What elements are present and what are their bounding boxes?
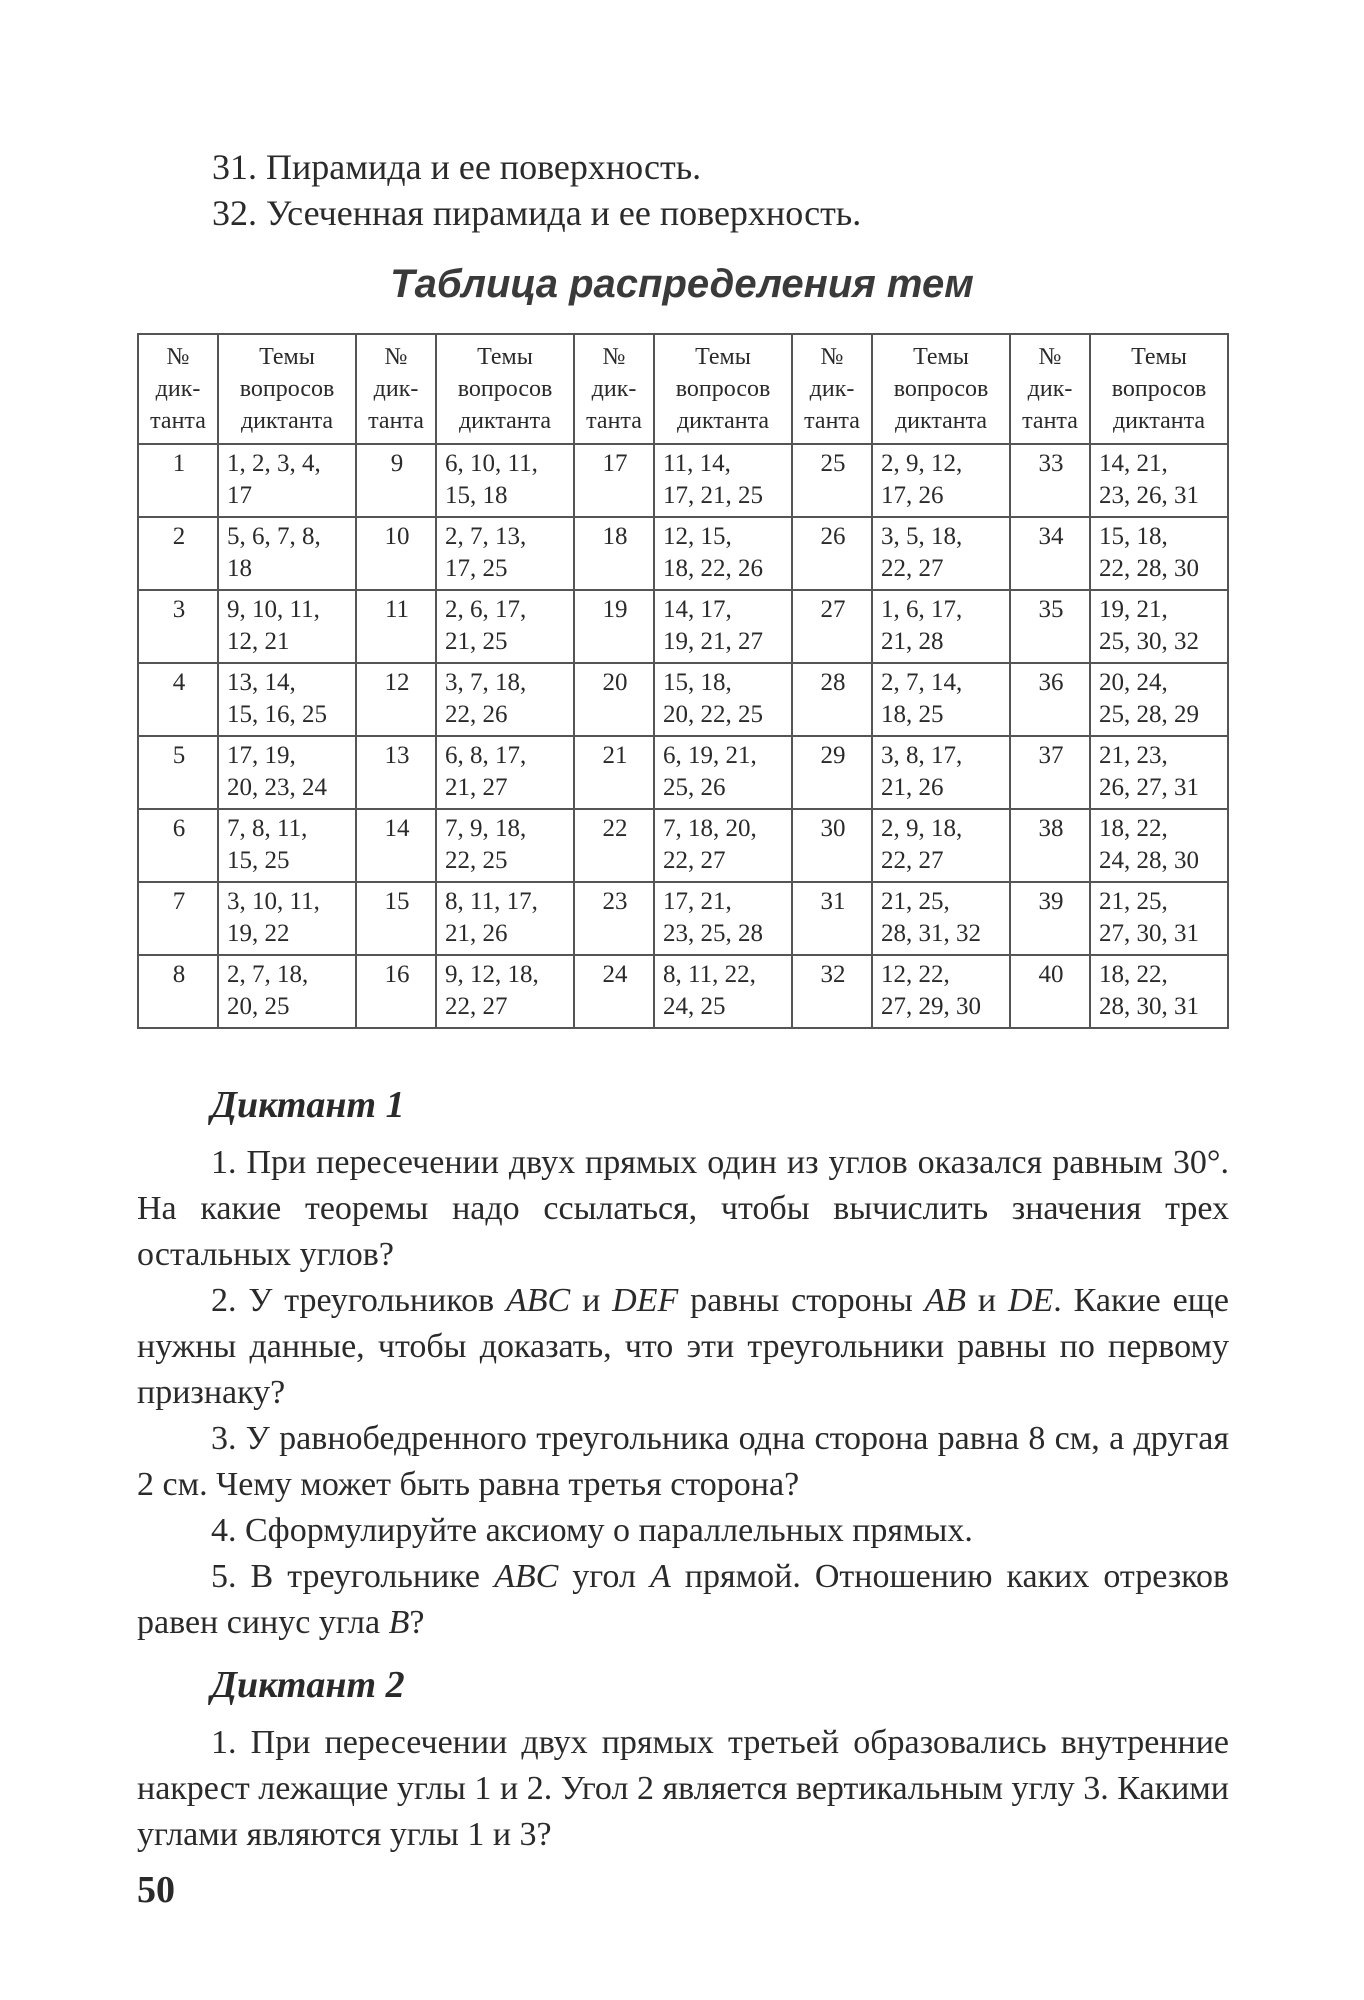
dictation-topics-cell: 3, 5, 18, 22, 27 — [872, 517, 1010, 590]
dictation-1 — [137, 1082, 1229, 1646]
table-row — [138, 444, 1228, 517]
table-row — [138, 590, 1228, 663]
dictation-topics-cell: 21, 25, 27, 30, 31 — [1090, 882, 1228, 955]
dictation-number-cell: 30 — [792, 809, 872, 882]
header-dictation-topics: Темы вопросов диктанта — [218, 334, 356, 444]
table-row — [138, 882, 1228, 955]
dictation-topics-cell: 11, 14, 17, 21, 25 — [654, 444, 792, 517]
dictation-topics-cell: 21, 23, 26, 27, 31 — [1090, 736, 1228, 809]
dictation-topics-cell: 17, 19, 20, 23, 24 — [218, 736, 356, 809]
question-paragraph: 1. При пересечении двух прямых один из углов оказался равным 30°. На какие теоремы надо ссылаться, чтобы вычислить значения трех остальных углов? — [137, 1144, 1229, 1273]
dictation-topics-cell: 14, 21, 23, 26, 31 — [1090, 444, 1228, 517]
dictation-number-cell: 8 — [138, 955, 218, 1028]
dictation-topics-cell: 2, 9, 12, 17, 26 — [872, 444, 1010, 517]
dictation-number-cell: 19 — [574, 590, 654, 663]
dictation-topics-cell: 12, 22, 27, 29, 30 — [872, 955, 1010, 1028]
dictation-topics-cell: 3, 8, 17, 21, 26 — [872, 736, 1010, 809]
dictation-topics-cell: 18, 22, 24, 28, 30 — [1090, 809, 1228, 882]
dictation-number-cell: 35 — [1010, 590, 1090, 663]
header-dictation-number: № дик- танта — [574, 334, 654, 444]
topic-item: 31. Пирамида и ее поверхность. — [212, 147, 702, 187]
distribution-table — [137, 333, 1229, 1029]
dictation-number-cell: 20 — [574, 663, 654, 736]
dictation-number-cell: 13 — [356, 736, 436, 809]
table-row — [138, 809, 1228, 882]
dictation-number-cell: 38 — [1010, 809, 1090, 882]
table-row — [138, 517, 1228, 590]
dictation-topics-cell: 2, 6, 17, 21, 25 — [436, 590, 574, 663]
dictation-number-cell: 1 — [138, 444, 218, 517]
header-dictation-topics: Темы вопросов диктанта — [872, 334, 1010, 444]
table-row — [138, 663, 1228, 736]
dictation-number-cell: 16 — [356, 955, 436, 1028]
dictation-topics-cell: 6, 8, 17, 21, 27 — [436, 736, 574, 809]
dictation-topics-cell: 8, 11, 17, 21, 26 — [436, 882, 574, 955]
dictation-topics-cell: 2, 9, 18, 22, 27 — [872, 809, 1010, 882]
header-dictation-topics: Темы вопросов диктанта — [436, 334, 574, 444]
dictation-number-cell: 26 — [792, 517, 872, 590]
dictation-questions — [137, 1720, 1229, 1858]
dictation-topics-cell: 1, 2, 3, 4, 17 — [218, 444, 356, 517]
dictation-number-cell: 10 — [356, 517, 436, 590]
question-paragraph: 4. Сформулируйте аксиому о параллельных прямых. — [211, 1512, 973, 1549]
dictation-topics-cell: 1, 6, 17, 21, 28 — [872, 590, 1010, 663]
page-number: 50 — [137, 1869, 175, 1911]
dictation-topics-cell: 8, 11, 22, 24, 25 — [654, 955, 792, 1028]
dictation-number-cell: 3 — [138, 590, 218, 663]
header-dictation-topics: Темы вопросов диктанта — [654, 334, 792, 444]
dictation-topics-cell: 21, 25, 28, 31, 32 — [872, 882, 1010, 955]
dictation-number-cell: 24 — [574, 955, 654, 1028]
table-body — [138, 444, 1228, 1028]
dictation-topics-cell: 12, 15, 18, 22, 26 — [654, 517, 792, 590]
header-dictation-number: № дик- танта — [138, 334, 218, 444]
dictation-number-cell: 7 — [138, 882, 218, 955]
dictation-2 — [137, 1662, 1229, 1858]
table-title: Таблица распределения тем — [390, 262, 974, 306]
dictation-number-cell: 2 — [138, 517, 218, 590]
dictation-topics-cell: 14, 17, 19, 21, 27 — [654, 590, 792, 663]
dictation-questions — [137, 1140, 1229, 1646]
topic-item: 32. Усеченная пирамида и ее поверхность. — [212, 193, 862, 233]
dictation-number-cell: 39 — [1010, 882, 1090, 955]
dictation-number-cell: 6 — [138, 809, 218, 882]
dictation-number-cell: 17 — [574, 444, 654, 517]
dictation-number-cell: 18 — [574, 517, 654, 590]
dictation-topics-cell: 3, 7, 18, 22, 26 — [436, 663, 574, 736]
header-dictation-number: № дик- танта — [792, 334, 872, 444]
dictation-topics-cell: 15, 18, 20, 22, 25 — [654, 663, 792, 736]
dictation-number-cell: 21 — [574, 736, 654, 809]
topic-list — [212, 144, 861, 236]
question-paragraph: 5. В треугольнике ABC угол A прямой. Отношению каких отрезков равен синус угла B? — [137, 1558, 1229, 1641]
dictation-topics-cell: 5, 6, 7, 8, 18 — [218, 517, 356, 590]
dictation-number-cell: 29 — [792, 736, 872, 809]
dictation-topics-cell: 17, 21, 23, 25, 28 — [654, 882, 792, 955]
dictation-number-cell: 40 — [1010, 955, 1090, 1028]
question-paragraph: 1. При пересечении двух прямых третьей образовались внутренние накрест лежащие углы 1 и 2. Угол 2 является вертикальным углу 3. Какими углами являются углы 1 и 3? — [137, 1724, 1229, 1853]
table-row — [138, 736, 1228, 809]
dictation-number-cell: 12 — [356, 663, 436, 736]
table-header-row — [138, 334, 1228, 444]
dictation-number-cell: 28 — [792, 663, 872, 736]
dictation-heading: Диктант 2 — [211, 1664, 405, 1706]
header-dictation-topics: Темы вопросов диктанта — [1090, 334, 1228, 444]
dictation-topics-cell: 18, 22, 28, 30, 31 — [1090, 955, 1228, 1028]
dictation-topics-cell: 9, 12, 18, 22, 27 — [436, 955, 574, 1028]
dictation-number-cell: 31 — [792, 882, 872, 955]
dictation-number-cell: 36 — [1010, 663, 1090, 736]
dictation-number-cell: 25 — [792, 444, 872, 517]
question-paragraph: 2. У треугольников ABC и DEF равны стороны AB и DE. Какие еще нужны данные, чтобы доказать, что эти треугольники равны по первому признаку? — [137, 1282, 1229, 1411]
dictation-number-cell: 15 — [356, 882, 436, 955]
dictation-heading: Диктант 1 — [211, 1084, 405, 1126]
header-dictation-number: № дик- танта — [356, 334, 436, 444]
dictation-topics-cell: 2, 7, 18, 20, 25 — [218, 955, 356, 1028]
dictation-topics-cell: 6, 10, 11, 15, 18 — [436, 444, 574, 517]
dictation-number-cell: 11 — [356, 590, 436, 663]
dictation-number-cell: 33 — [1010, 444, 1090, 517]
dictation-topics-cell: 2, 7, 14, 18, 25 — [872, 663, 1010, 736]
dictation-topics-cell: 2, 7, 13, 17, 25 — [436, 517, 574, 590]
dictation-topics-cell: 9, 10, 11, 12, 21 — [218, 590, 356, 663]
dictation-number-cell: 27 — [792, 590, 872, 663]
dictation-number-cell: 37 — [1010, 736, 1090, 809]
dictation-number-cell: 23 — [574, 882, 654, 955]
dictation-topics-cell: 7, 8, 11, 15, 25 — [218, 809, 356, 882]
dictation-topics-cell: 20, 24, 25, 28, 29 — [1090, 663, 1228, 736]
dictation-topics-cell: 19, 21, 25, 30, 32 — [1090, 590, 1228, 663]
dictation-number-cell: 22 — [574, 809, 654, 882]
question-paragraph: 3. У равнобедренного треугольника одна сторона равна 8 см, а другая 2 см. Чему может быть равна третья сторона? — [137, 1420, 1229, 1503]
dictation-topics-cell: 3, 10, 11, 19, 22 — [218, 882, 356, 955]
dictation-topics-cell: 7, 9, 18, 22, 25 — [436, 809, 574, 882]
dictation-number-cell: 4 — [138, 663, 218, 736]
dictation-number-cell: 14 — [356, 809, 436, 882]
dictation-topics-cell: 13, 14, 15, 16, 25 — [218, 663, 356, 736]
dictation-number-cell: 34 — [1010, 517, 1090, 590]
dictation-number-cell: 5 — [138, 736, 218, 809]
header-dictation-number: № дик- танта — [1010, 334, 1090, 444]
dictation-topics-cell: 6, 19, 21, 25, 26 — [654, 736, 792, 809]
table-row — [138, 955, 1228, 1028]
dictation-topics-cell: 15, 18, 22, 28, 30 — [1090, 517, 1228, 590]
dictation-topics-cell: 7, 18, 20, 22, 27 — [654, 809, 792, 882]
dictation-number-cell: 32 — [792, 955, 872, 1028]
dictation-number-cell: 9 — [356, 444, 436, 517]
